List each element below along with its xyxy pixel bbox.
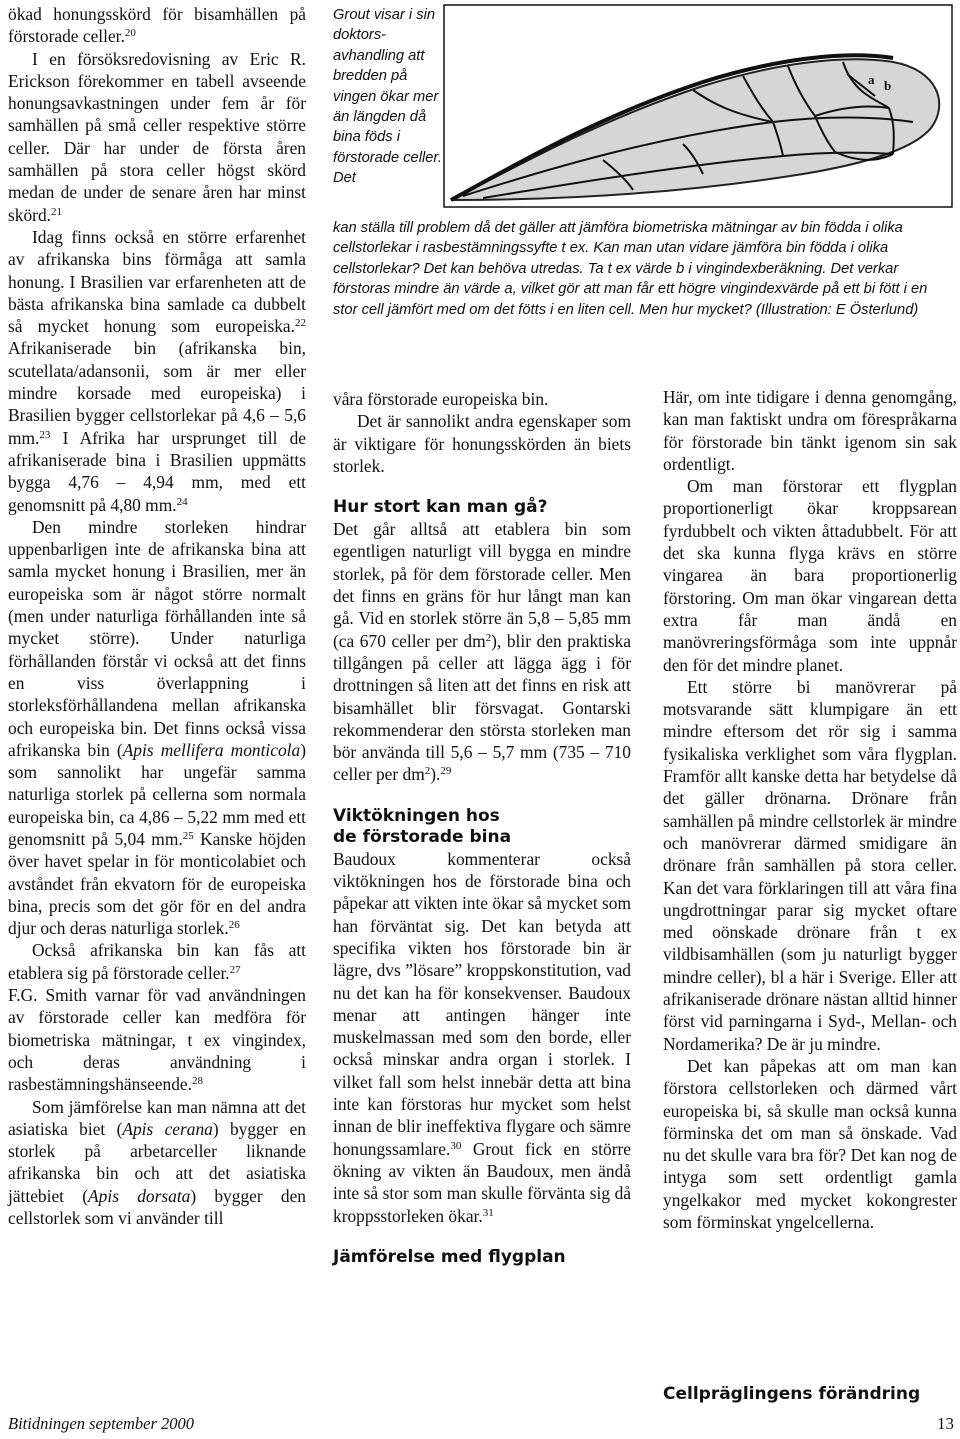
figure-caption-side: Grout visar i sin doktors-avhandling att bredden på vingen ökar mer än längden då bina föds i förstorade celler. Det <box>333 7 442 187</box>
paragraph: Ett större bi manövrerar på motsvarande sätt klumpigare än ett mindre eftersom det rör sig i samma fysikaliska verklighet som våra flygplan. Framför allt kanske detta har betydelse då det gäller drönarna. Drönare från samhällen på mindre cellstorlek är mindre och manövrerar därmed smidigare än drönare från samhällen på stora celler. Kan det vara förklaringen till att våra fina ungdrottningar parar sig mycket oftare med oönskade drönare från t ex vildbisamhällen (som ju naturligt bygger mindre celler), bl a här i Sverige. Eller att afrikaniserade drönare nästan alltid hinner först vid parningarna i Syd-, Mellan- och Nordamerika? De är ju mindre. <box>663 676 957 1054</box>
wing-drawing <box>443 4 953 208</box>
footnote-ref: 22 <box>295 317 306 330</box>
column-3 <box>663 386 957 1233</box>
paragraph: F.G. Smith varnar för vad användningen av förstorade celler kan medföra för biometriska mätningar, t ex vingindex, och deras användning i rasbestämningshänseende.$^{28}$ <box>8 985 306 1095</box>
paragraph: Det kan påpekas att om man kan förstora cellstorleken och därmed vårt europeiska bi, så skulle man också kunna förminska det om man så önskade. Vad nu det skulle vara bra för? Det kan nog de intyga som sett ordentligt gamla yngelkakor med mycket kokongrester som förminskat yngelcellerna. <box>663 1055 957 1232</box>
section-heading: Cellpräglingens förändring <box>663 1384 921 1404</box>
paragraph: Som jämförelse kan man nämna att det asiatiska biet (Apis cerana) bygger en storlek på arbetarceller liknande afrikanska bin och att det asiatiska jättebiet (Apis dorsata) bygger den cellstorlek som vi använder till <box>8 1096 306 1229</box>
paragraph: Idag finns också en större erfarenhet av afrikanska bins förmåga att samla honung. I Brasilien var erfarenheten att de bästa afrikanska bina samlade ca dubbelt så mycket honung som europeiska.$^{22}$ Afrikaniserade bin (afrikanska bin, scutellata/adansonii, som är mer eller mindre korsade med europeiska) i Brasilien bygger cellstorlekar på 4,6 – 5,6 mm.$^{23}$ I Afrika har ursprunget till de afrikaniserade bina i Brasilien uppmätts bygga 4,76 – 4,94 mm, med ett genomsnitt på 4,80 mm.$^{24}$ <box>8 226 306 515</box>
page-number: 13 <box>937 1414 954 1433</box>
column-2 <box>333 388 631 1268</box>
figure-caption-wide: kan ställa till problem då det gäller att jämföra biometriska mätningar av bin födda i olika cellstorlekar i rasbestämningssyfte t ex. Kan man utan vidare jämföra bin födda i olika cellstorlekar? Det kan behöva utredas. Ta t ex värde b i vingindexberäkning. Det verkar förstoras mindre än värde a, vilket gör att man får ett högre vingindexvärde på ett bi fött i en stor cell jämfört med om det fötts i en liten cell. Men hur mycket? (Illustration: E Österlund) <box>333 220 928 318</box>
footnote-ref: 26 <box>228 919 240 932</box>
paragraph: Också afrikanska bin kan fås att etablera sig på förstorade celler.$^{27}$ <box>8 940 306 983</box>
paragraph: Om man förstorar ett flygplan proportionerligt ökar kroppsarean fyrdubbelt och vikten åttadubbelt. För att det ska kunna flyga krävs en större vingarea än bara proportionerlig förstoring. Om man ökar vingarean detta extra får man ändå en manövreringsförmåga som inte uppnår den för det mindre planet. <box>663 476 957 675</box>
paragraph: I en försöksredovisning av Eric R. Erickson förekommer en tabell avseende honungsavkastningen under fem år för samhällen på små celler respektive större celler. Där har under de första åren samhällen på stora celler högst skörd medan de under de senare åren har minst skörd.$^{21}$ <box>8 48 306 225</box>
paragraph: Baudoux kommenterar också viktökningen hos de förstorade bina och påpekar att vikten inte ökar så mycket som han förväntat sig. Det kan betyda att specifika vikten hos förstorade bin är lägre, dvs ”lösare” kroppskonstitution, vad nu det kan ha för konsekvenser. Baudoux menar att antingen hänger inte muskelmassan med som den borde, eller också minskar andra organ i storlek. I vilket fall som helst innebär detta att bina inte kan förstoras hur mycket som helst innan de blir ineffektiva flygare och sämre honungssamlare.$^{30}$ Grout fick en större ökning av vikten än Baudoux, men ändå inte så stor som man skulle förvänta sig då kroppsstorleken ökar.$^{31}$ <box>333 848 631 1226</box>
species-name: Apis dorsata <box>88 1185 191 1206</box>
section-heading: Hur stort kan man gå? <box>333 497 548 518</box>
paragraph: våra förstorade europeiska bin. <box>333 389 549 409</box>
publication-name: Bitidningen september 2000 <box>8 1414 195 1433</box>
footnote-ref: 31 <box>482 1206 494 1219</box>
superscript: 2 <box>485 631 492 644</box>
footnote-ref: 30 <box>450 1139 462 1152</box>
footnote-ref: 23 <box>39 428 51 441</box>
paragraph: Här, om inte tidigare i denna genomgång, kan man faktiskt undra om förespråkarna för förstorade bin tänkt igenom sin sak ordentligt. <box>663 387 957 474</box>
section-heading: Viktökningen hos de förstorade bina <box>333 805 512 847</box>
footnote-ref: 29 <box>440 765 452 778</box>
footnote-ref: 21 <box>51 205 62 218</box>
column-1 <box>8 3 306 1229</box>
wing-illustration <box>443 4 953 208</box>
paragraph: Det är sannolikt andra egenskaper som är viktigare för honungsskörden än biets storlek. <box>333 411 631 476</box>
footnote-ref: 25 <box>182 829 194 842</box>
footnote-ref: 28 <box>192 1075 203 1088</box>
paragraph: ökad honungsskörd för bisamhällen på förstorade celler.$^{20}$ <box>8 4 306 47</box>
wing-label-a: a <box>868 72 875 87</box>
paragraph: Den mindre storleken hindrar uppenbarligen inte de afrikanska bina att samla mycket honung i Brasilien, mer än europeiska som är något större normalt (men under naturliga förhållanden inte så mycket större). Under naturliga förhållanden förstår vi också att det finns en viss överlappning i storleksförhållandena mellan afrikanska och europeiska bin. Det finns också vissa afrikanska bin (Apis mellifera monticola) som sannolikt har ungefär samma naturliga storlek på cellerna som normala europeiska bin, ca 4,86 – 5,22 mm med ett genomsnitt på 5,04 mm.$^{25}$ Kanske höjden över havet spelar in för monticolabiet och avståndet från ekvatorn för de europeiska bina, precis som det gör för en del andra djur och deras naturliga storlek.$^{26}$ <box>8 516 306 939</box>
footnote-ref: 20 <box>124 27 136 40</box>
paragraph: Det går alltså att etablera bin som egentligen naturligt vill bygga en mindre storlek, på för dem förstorade celler. Men det finns en gräns för hur långt man kan gå. Vid en storlek större än 5,8 – 5,85 mm (ca 670 celler per $dm^2$), blir den praktiska tillgången på celler att lägga ägg i för drottningen så liten att det finns en risk att bisamhället blir försvagat. Gontarski rekommenderar den största storleken man bör använda till 5,6 – 5,7 mm (735 – 710 celler per $dm^2).^{29}$ <box>333 519 631 785</box>
footnote-ref: 24 <box>176 495 188 508</box>
footnote-ref: 27 <box>229 963 241 976</box>
species-name: Apis cerana <box>122 1118 213 1139</box>
section-heading: Jämförelse med flygplan <box>333 1246 566 1267</box>
species-name: Apis mellifera monticola <box>122 739 301 760</box>
wing-label-b: b <box>884 78 892 93</box>
superscript: 2 <box>424 765 431 778</box>
